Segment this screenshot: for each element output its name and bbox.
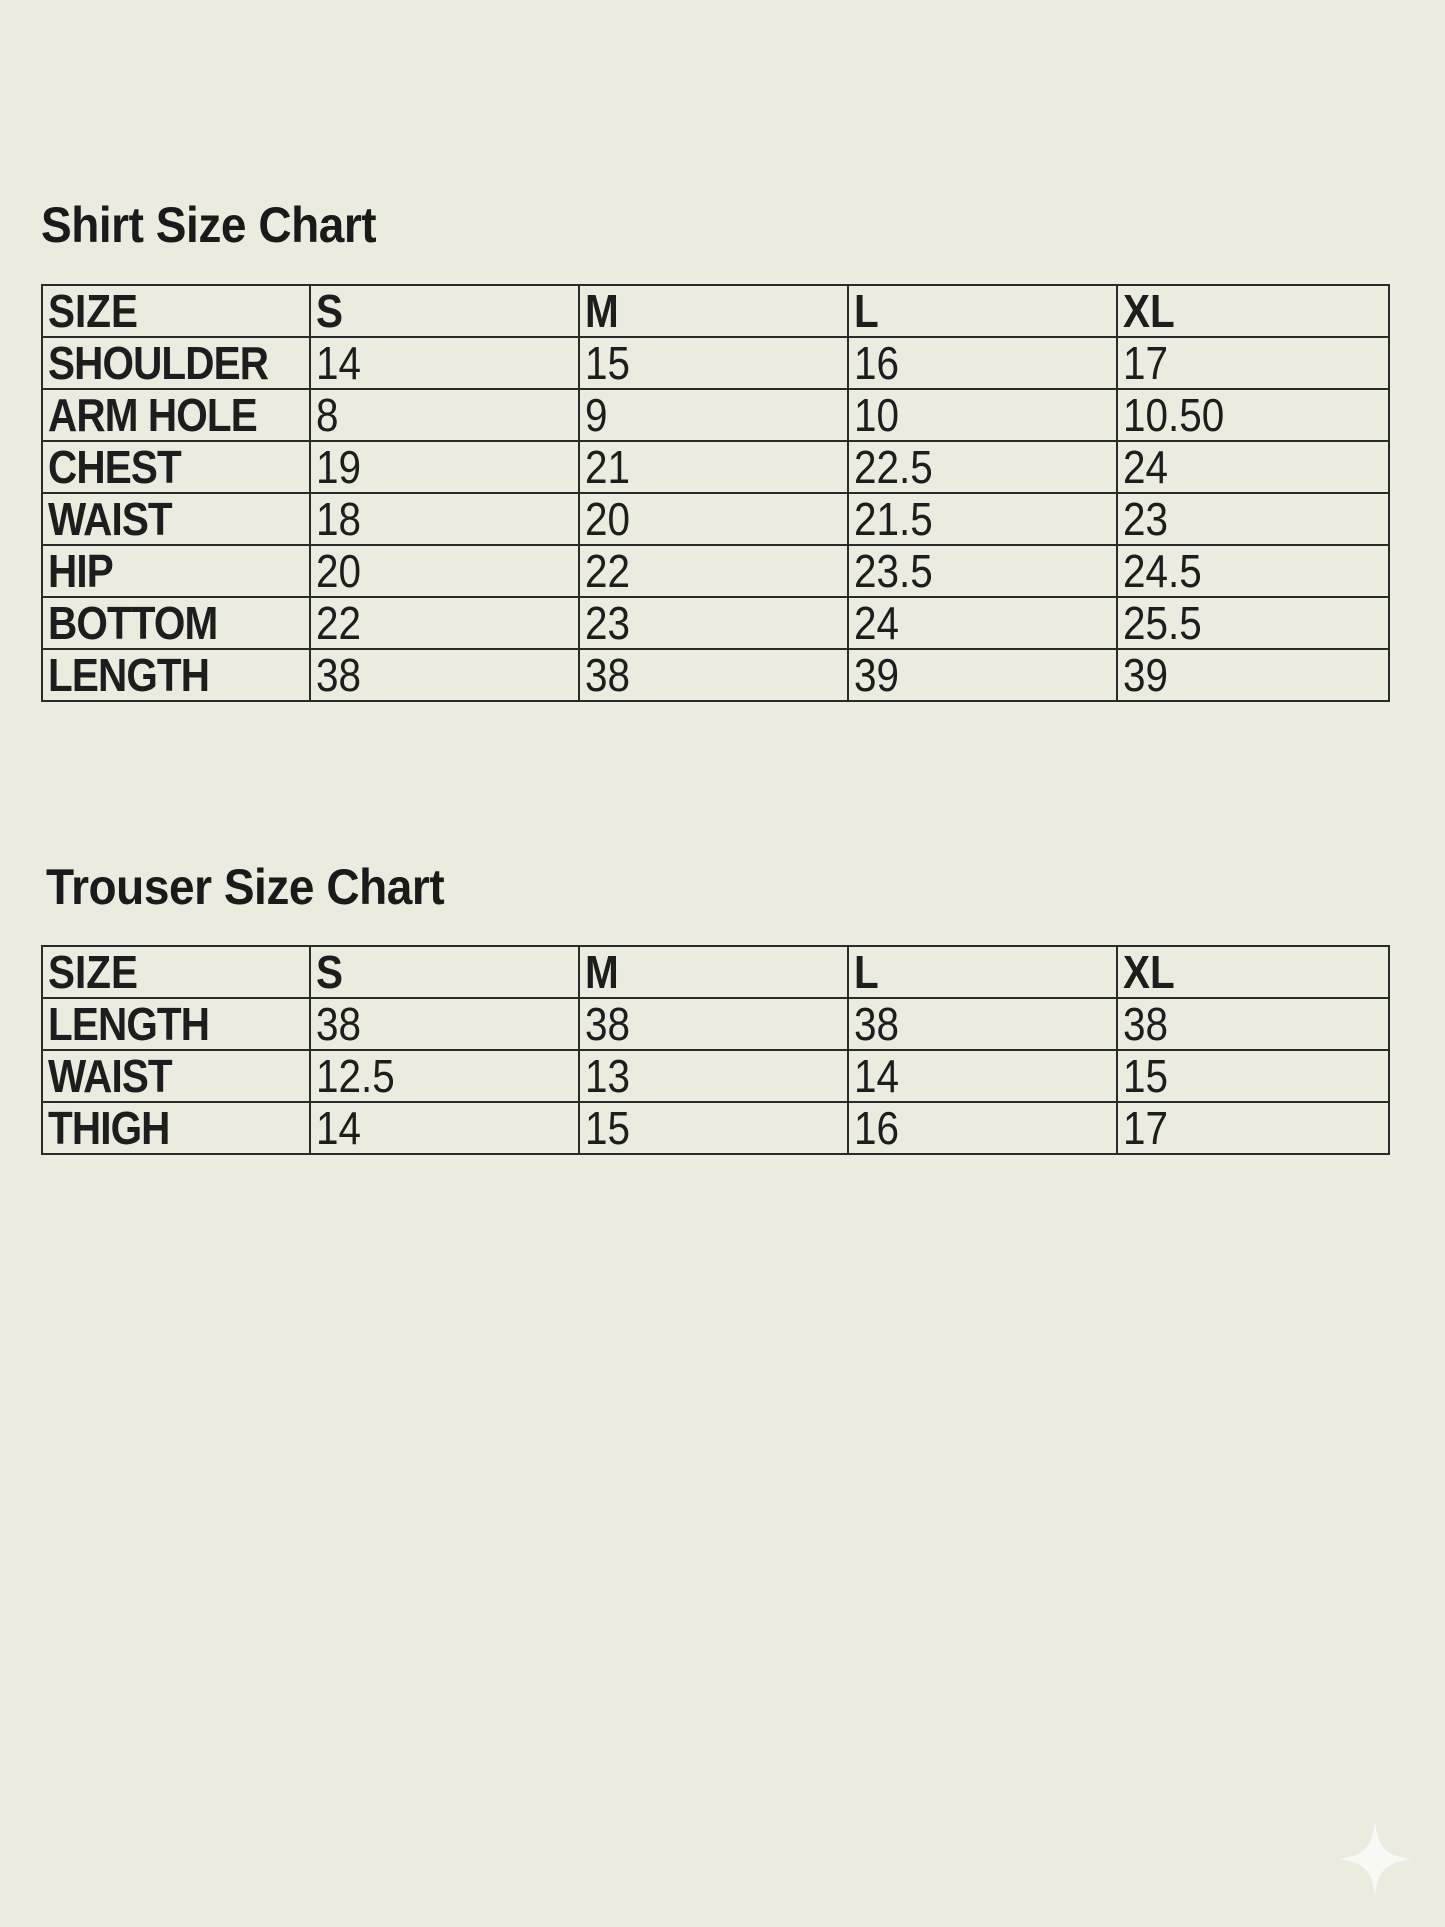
measurement-value-cell <box>848 649 1117 701</box>
measurement-value-cell <box>579 649 848 701</box>
measurement-value-cell <box>1117 1102 1389 1154</box>
measurement-value-cell <box>848 493 1117 545</box>
cell-text: 22.5 <box>854 441 933 493</box>
cell-text: 12.5 <box>316 1050 395 1102</box>
cell-text: SIZE <box>48 285 138 337</box>
measurement-value-cell <box>310 998 579 1050</box>
measurement-value-cell <box>1117 649 1389 701</box>
cell-text: LENGTH <box>48 998 210 1050</box>
cell-text: 22 <box>316 597 362 649</box>
measurement-value-cell <box>579 441 848 493</box>
measurement-value-cell <box>848 389 1117 441</box>
cell-text: 9 <box>585 389 608 441</box>
measurement-value-cell <box>579 545 848 597</box>
table-row <box>42 1102 1389 1154</box>
cell-text: 16 <box>854 1102 900 1154</box>
table-header-row <box>42 946 1389 998</box>
measurement-label-cell <box>42 493 310 545</box>
cell-text: CHEST <box>48 441 181 493</box>
cell-text: LENGTH <box>48 649 210 701</box>
cell-text: S <box>316 946 344 998</box>
cell-text: 15 <box>1123 1050 1169 1102</box>
cell-text: BOTTOM <box>48 597 218 649</box>
measurement-value-cell <box>1117 493 1389 545</box>
header-cell-size <box>848 285 1117 337</box>
shirt-chart-title: Shirt Size Chart <box>41 197 377 253</box>
shirt-size-table <box>41 284 1390 702</box>
measurement-value-cell <box>1117 337 1389 389</box>
measurement-value-cell <box>848 545 1117 597</box>
measurement-value-cell <box>848 998 1117 1050</box>
cell-text: SIZE <box>48 946 138 998</box>
measurement-label-cell <box>42 649 310 701</box>
cell-text: 14 <box>854 1050 900 1102</box>
header-cell-size <box>310 285 579 337</box>
table-row <box>42 545 1389 597</box>
measurement-value-cell <box>1117 389 1389 441</box>
measurement-value-cell <box>310 1102 579 1154</box>
measurement-value-cell <box>579 389 848 441</box>
measurement-value-cell <box>1117 545 1389 597</box>
cell-text: XL <box>1123 285 1175 337</box>
measurement-value-cell <box>310 545 579 597</box>
measurement-value-cell <box>1117 597 1389 649</box>
measurement-value-cell <box>310 389 579 441</box>
cell-text: WAIST <box>48 493 172 545</box>
cell-text: 24.5 <box>1123 545 1202 597</box>
cell-text: 24 <box>854 597 900 649</box>
measurement-label-cell <box>42 998 310 1050</box>
cell-text: ARM HOLE <box>48 389 257 441</box>
table-row <box>42 998 1389 1050</box>
cell-text: M <box>585 946 619 998</box>
table-row <box>42 389 1389 441</box>
sparkle-icon <box>1335 1819 1415 1899</box>
cell-text: 14 <box>316 337 362 389</box>
measurement-value-cell <box>848 1102 1117 1154</box>
measurement-label-cell <box>42 1050 310 1102</box>
measurement-label-cell <box>42 441 310 493</box>
measurement-value-cell <box>310 649 579 701</box>
cell-text: 25.5 <box>1123 597 1202 649</box>
measurement-value-cell <box>579 1102 848 1154</box>
cell-text: 39 <box>854 649 900 701</box>
cell-text: 20 <box>585 493 631 545</box>
cell-text: 19 <box>316 441 362 493</box>
cell-text: 17 <box>1123 1102 1169 1154</box>
cell-text: 38 <box>854 998 900 1050</box>
measurement-label-cell <box>42 597 310 649</box>
cell-text: THIGH <box>48 1102 170 1154</box>
cell-text: 38 <box>316 649 362 701</box>
cell-text: XL <box>1123 946 1175 998</box>
table-row <box>42 493 1389 545</box>
table-row <box>42 597 1389 649</box>
header-cell-size <box>1117 946 1389 998</box>
cell-text: 15 <box>585 1102 631 1154</box>
cell-text: 24 <box>1123 441 1169 493</box>
measurement-label-cell <box>42 337 310 389</box>
measurement-value-cell <box>848 337 1117 389</box>
cell-text: 38 <box>316 998 362 1050</box>
measurement-value-cell <box>848 441 1117 493</box>
measurement-value-cell <box>579 998 848 1050</box>
measurement-value-cell <box>310 441 579 493</box>
cell-text: SHOULDER <box>48 337 269 389</box>
measurement-value-cell <box>579 1050 848 1102</box>
header-cell-size <box>848 946 1117 998</box>
table-row <box>42 649 1389 701</box>
trouser-size-table <box>41 945 1390 1155</box>
cell-text: 21 <box>585 441 631 493</box>
cell-text: 13 <box>585 1050 631 1102</box>
measurement-value-cell <box>1117 441 1389 493</box>
measurement-value-cell <box>579 493 848 545</box>
trouser-chart-title: Trouser Size Chart <box>46 859 445 915</box>
cell-text: L <box>854 946 879 998</box>
header-cell-size <box>579 285 848 337</box>
cell-text: 23 <box>1123 493 1169 545</box>
cell-text: 10 <box>854 389 900 441</box>
measurement-value-cell <box>848 597 1117 649</box>
cell-text: L <box>854 285 879 337</box>
table-row <box>42 441 1389 493</box>
cell-text: 10.50 <box>1123 389 1225 441</box>
measurement-value-cell <box>1117 998 1389 1050</box>
cell-text: 23.5 <box>854 545 933 597</box>
header-cell-size <box>1117 285 1389 337</box>
measurement-value-cell <box>1117 1050 1389 1102</box>
table-row <box>42 337 1389 389</box>
cell-text: 8 <box>316 389 339 441</box>
measurement-value-cell <box>310 493 579 545</box>
measurement-value-cell <box>310 1050 579 1102</box>
measurement-value-cell <box>848 1050 1117 1102</box>
cell-text: 21.5 <box>854 493 933 545</box>
table-header-row <box>42 285 1389 337</box>
cell-text: 38 <box>1123 998 1169 1050</box>
cell-text: 18 <box>316 493 362 545</box>
cell-text: 14 <box>316 1102 362 1154</box>
cell-text: 17 <box>1123 337 1169 389</box>
measurement-value-cell <box>579 597 848 649</box>
header-cell-size <box>579 946 848 998</box>
cell-text: 16 <box>854 337 900 389</box>
measurement-value-cell <box>579 337 848 389</box>
measurement-label-cell <box>42 1102 310 1154</box>
cell-text: 20 <box>316 545 362 597</box>
header-cell-label <box>42 285 310 337</box>
cell-text: 39 <box>1123 649 1169 701</box>
cell-text: M <box>585 285 619 337</box>
cell-text: WAIST <box>48 1050 172 1102</box>
cell-text: 23 <box>585 597 631 649</box>
table-row <box>42 1050 1389 1102</box>
cell-text: 38 <box>585 998 631 1050</box>
cell-text: 22 <box>585 545 631 597</box>
cell-text: S <box>316 285 344 337</box>
measurement-value-cell <box>310 337 579 389</box>
measurement-label-cell <box>42 545 310 597</box>
header-cell-label <box>42 946 310 998</box>
header-cell-size <box>310 946 579 998</box>
cell-text: 15 <box>585 337 631 389</box>
measurement-value-cell <box>310 597 579 649</box>
cell-text: 38 <box>585 649 631 701</box>
cell-text: HIP <box>48 545 113 597</box>
measurement-label-cell <box>42 389 310 441</box>
